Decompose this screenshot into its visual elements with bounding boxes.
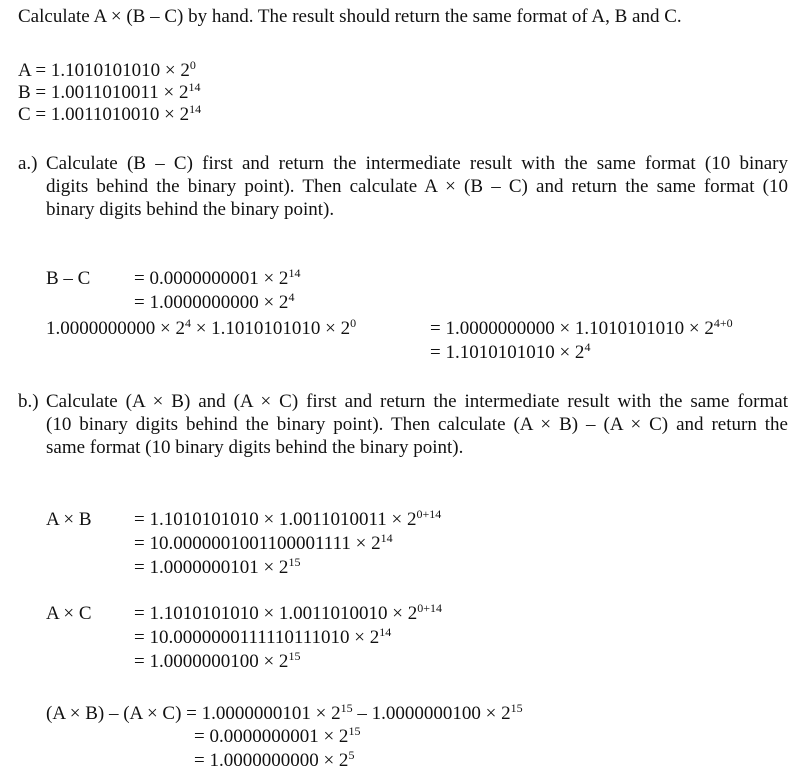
difference-step-1: = $0.0000000001 \times 2^{15}$ — [194, 724, 361, 747]
given-a: $A = 1.1010101010 \times 2^0$ — [18, 58, 196, 81]
a-times-bc-expression: $1.0000000000 \times 2^4 \times 1.1010101010 \times 2^0$ — [46, 316, 357, 339]
a-times-bc-step-2: = $1.1010101010 \times 2^4$ — [430, 340, 591, 363]
a-times-c-label: A × C — [46, 603, 92, 624]
a-times-b-label: A × B — [46, 509, 92, 530]
difference-expression: $(A \times B) - (A \times C) = 1.0000000101 \times 2^{15} - 1.0000000100 \times 2^{15}$ — [46, 701, 523, 724]
difference-step-2: = $1.0000000000 \times 2^5$ — [194, 748, 355, 771]
given-b: $B = 1.0011010011 \times 2^{14}$ — [18, 80, 201, 103]
a-times-b-step-3: = $1.0000000101 \times 2^{15}$ — [134, 555, 301, 578]
a-times-c-step-3: = $1.0000000100 \times 2^{15}$ — [134, 649, 301, 672]
part-a-question-line-1: Calculate (B – C) first and return the intermediate result with the same format (10 binary — [46, 153, 788, 174]
given-c: $C = 1.0011010010 \times 2^{14}$ — [18, 102, 202, 125]
a-times-c-step-2: = $10.0000000111110111010 \times 2^{14}$ — [134, 625, 392, 648]
b-minus-c-step-1: = $0.0000000001 \times 2^{14}$ — [134, 266, 301, 289]
part-a-question-line-2: digits behind the binary point). Then calculate A × (B – C) and return the same format (10 — [46, 176, 788, 197]
part-b-question-line-3: same format (10 binary digits behind the binary point). — [46, 437, 464, 458]
b-minus-c-label: B – C — [46, 268, 91, 289]
b-minus-c-step-2: = $1.0000000000 \times 2^4$ — [134, 290, 295, 313]
part-a-question-line-3: binary digits behind the binary point). — [46, 199, 335, 220]
a-times-bc-step-1: = $1.0000000000 \times 1.1010101010 \times 2^{4+0}$ — [430, 316, 733, 339]
part-a-label: a.) — [18, 153, 38, 174]
a-times-b-step-2: = $10.0000001001100001111 \times 2^{14}$ — [134, 531, 393, 554]
part-b-label: b.) — [18, 391, 39, 412]
a-times-c-step-1: = $1.1010101010 \times 1.0011010010 \times 2^{0+14}$ — [134, 601, 442, 624]
page-title: Calculate A × (B – C) by hand. The result should return the same format of A, B and C. — [18, 6, 682, 27]
part-b-question-line-2: (10 binary digits behind the binary point). Then calculate (A × B) – (A × C) and return the — [46, 414, 788, 435]
a-times-b-step-1: = $1.1010101010 \times 1.0011010011 \times 2^{0+14}$ — [134, 507, 442, 530]
part-b-question-line-1: Calculate (A × B) and (A × C) first and return the intermediate result with the same format — [46, 391, 788, 412]
